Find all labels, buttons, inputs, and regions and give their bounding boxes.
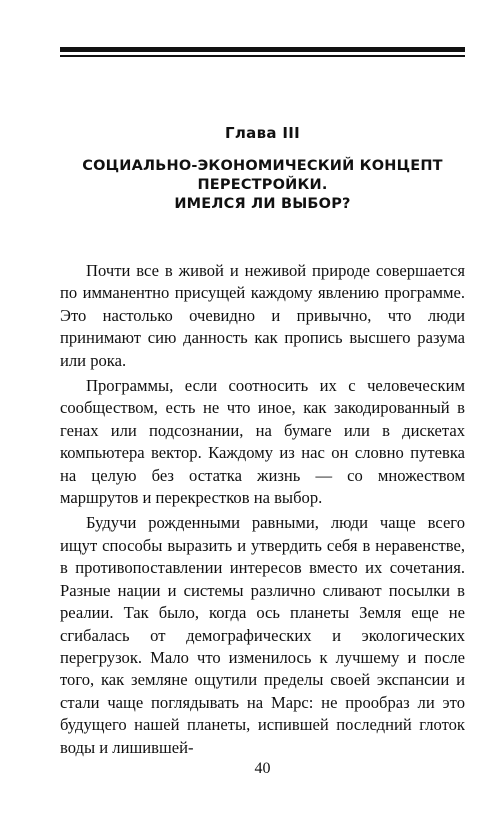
paragraph: Программы, если соотносить их с человеческим сообществом, есть не что иное, как закодированный в генах или подсознании, на бумаге или в дискетах компьютера вектор. Каждому из нас он словно путевка на целую без остатка жизнь — со множеством маршрутов и перекрестков на выбор. [60, 376, 465, 508]
chapter-title-line: ПЕРЕСТРОЙКИ. [197, 177, 328, 193]
body-text [60, 260, 465, 762]
paragraph: Почти все в живой и неживой природе совершается по имманентно присущей каждому явлению программе. Это настолько очевидно и привычно, что люди принимают сию данность как пропись высшего разума или рока. [60, 261, 465, 370]
chapter-title-line: ИМЕЛСЯ ЛИ ВЫБОР? [174, 196, 351, 212]
page-number: 40 [254, 760, 271, 777]
header-rule-thick [60, 47, 465, 52]
paragraph: Будучи рожденными равными, люди чаще всего ищут способы выразить и утвердить себя в неравенстве, в противопоставлении интересов вместо их сочетания. Разные нации и системы различно сливают посылки в реалии. Так было, когда ось планеты Земля еще не сгибалась от демографических и экологических перегрузок. Мало что изменилось к лучшему и после того, как земляне ощутили пределы своей экспансии и стали чаще поглядывать на Марс: не прообраз ли это будущего нашей планеты, испившей последний глоток воды и лишившей- [60, 513, 465, 757]
header-rule-thin [60, 55, 465, 57]
chapter-title [60, 157, 465, 214]
chapter-title-line: СОЦИАЛЬНО-ЭКОНОМИЧЕСКИЙ КОНЦЕПТ [82, 158, 443, 174]
chapter-heading: Глава III [225, 124, 300, 142]
